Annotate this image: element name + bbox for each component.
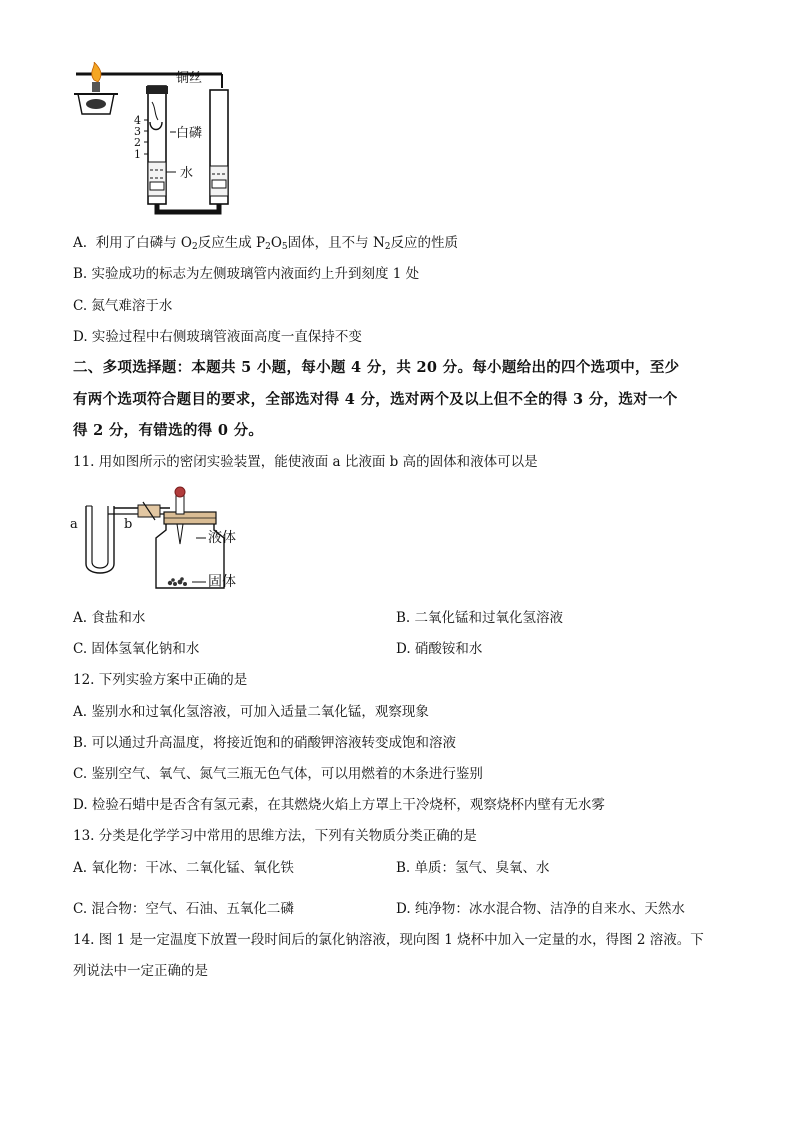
q10-scale-1: 1 [134,148,141,161]
section2-heading-line3: 得 2 分，有错选的得 0 分。 [73,422,264,439]
q11-label-solid: 固体 [208,574,236,590]
q13-option-c: C. 混合物：空气、石油、五氧化二磷 [73,901,294,917]
q11-option-c: C. 固体氢氧化钠和水 [73,641,200,657]
q11-option-d: D. 硝酸铵和水 [396,641,483,657]
q12-option-b: B. 可以通过升高温度，将接近饱和的硝酸钾溶液转变成饱和溶液 [73,735,457,751]
q11-option-b: B. 二氧化锰和过氧化氢溶液 [396,610,564,626]
q10-scale-4: 4 [134,114,141,127]
q12-stem: 12. 下列实验方案中正确的是 [73,672,248,688]
section2-heading-line2: 有两个选项符合题目的要求，全部选对得 4 分，选对两个及以上但不全的得 3 分，选对一个 [73,391,678,408]
section2-heading-line1: 二、多项选择题：本题共 5 小题，每小题 4 分，共 20 分。每小题给出的四个选项中，至少 [73,359,680,376]
q11-stem: 11. 用如图所示的密闭实验装置，能使液面 a 比液面 b 高的固体和液体可以是 [73,454,538,470]
q11-label-liquid: 液体 [208,530,236,546]
q13-option-a: A. 氧化物：干冰、二氧化锰、氧化铁 [73,860,294,876]
q10-option-d: D. 实验过程中右侧玻璃管液面高度一直保持不变 [73,329,362,345]
q12-option-a: A. 鉴别水和过氧化氢溶液，可加入适量二氧化锰，观察现象 [73,704,429,720]
q13-option-d: D. 纯净物：冰水混合物、洁净的自来水、天然水 [396,901,685,917]
q10-label-phosphorus: 白磷 [176,126,203,141]
q10-apparatus-figure [70,62,270,222]
q14-stem-line1: 14. 图 1 是一定温度下放置一段时间后的氯化钠溶液，现向图 1 烧杯中加入一定量的水，得图 2 溶液。下 [73,932,704,948]
q10-option-a-letter: A. [73,235,88,251]
q10-label-water: 水 [180,166,194,181]
q10-option-c: C. 氮气难溶于水 [73,298,173,314]
q10-label-wire: 铜丝 [176,71,203,86]
q10-scale-3: 3 [134,125,141,138]
q12-option-c: C. 鉴别空气、氧气、氮气三瓶无色气体，可以用燃着的木条进行鉴别 [73,766,483,782]
q10-option-b: B. 实验成功的标志为左侧玻璃管内液面约上升到刻度 1 处 [73,266,420,282]
q12-option-d: D. 检验石蜡中是否含有氢元素，在其燃烧火焰上方罩上干冷烧杯，观察烧杯内壁有无水雾 [73,797,605,813]
q13-option-b: B. 单质：氢气、臭氧、水 [396,860,550,876]
q11-option-a: A. 食盐和水 [73,610,146,626]
q10-scale-2: 2 [134,136,141,149]
q10-option-a: A. 利用了白磷与 $O_2$反应生成 $P_2O_5$固体，且不与 $N_2$反应的性质 [73,235,458,252]
q14-stem-line2: 列说法中一定正确的是 [73,963,208,979]
q11-label-b: b [124,517,133,532]
q11-label-a: a [70,517,78,532]
q13-stem: 13. 分类是化学学习中常用的思维方法，下列有关物质分类正确的是 [73,828,477,844]
q11-apparatus-figure [70,484,260,596]
